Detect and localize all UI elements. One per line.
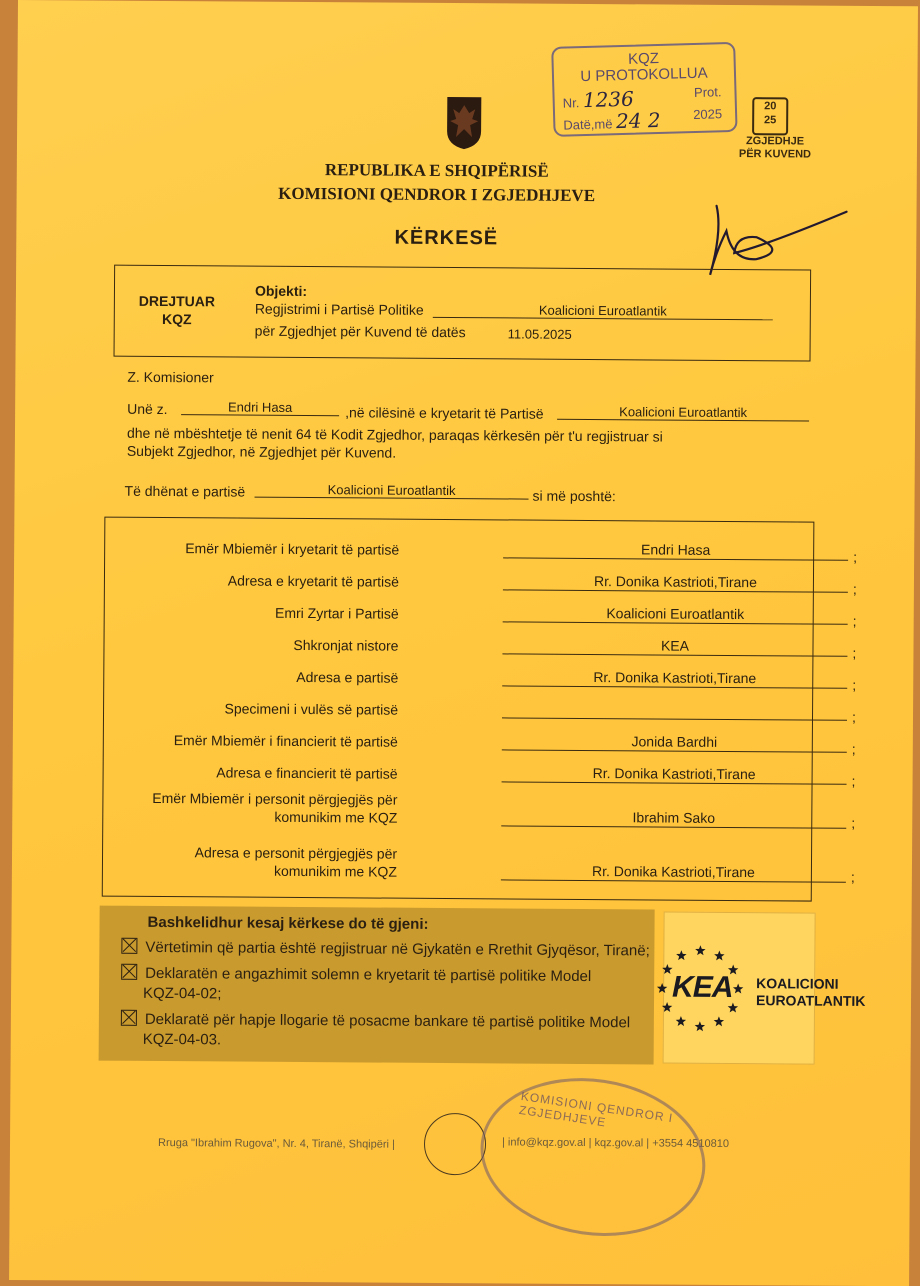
kea-name [756,975,866,1010]
party-data-suffix: si më poshtë: [532,487,616,505]
republic-heading: REPUBLIKA E SHQIPËRISË [324,160,549,181]
stamp-date-value: 24 2 [615,107,661,134]
party-details-box [102,517,858,902]
object-date-value: 11.05.2025 [507,326,572,342]
star-icon [662,964,672,974]
detail-value: Koalicioni Euroatlantik [503,604,848,624]
stamp-line-2: U PROTOKOLLUA [580,64,708,86]
kea-logo-box [663,912,866,1065]
salutation: Z. Komisioner [127,368,214,386]
detail-value: Rr. Donika Kastrioti,Tirane [503,572,848,592]
commission-heading: KOMISIONI QENDROR I ZGJEDHJEVE [278,183,596,206]
albania-emblem-icon [445,95,483,151]
stamp-date-year: 2025 [692,106,723,123]
stamp-date-row [563,106,729,135]
attachment-item-text: Vërtetimin që partia është regjistruar në Gjykatën e Rrethit Gjyqësor, Tiranë; [145,938,650,960]
checked-box-icon [121,1010,137,1026]
attachment-item-continuation: KQZ-04-03. [142,1030,222,1049]
document-page [9,0,918,1286]
elections-2025-logo-icon: 20 25 [752,97,788,135]
object-party-value: Koalicioni Euroatlantik [433,302,773,320]
detail-label: Adresa e financierit të partisë [216,764,398,782]
object-box [114,265,812,362]
detail-semicolon: ; [852,612,857,629]
protocol-stamp [551,42,737,137]
detail-value: KEA [502,636,847,656]
detail-value: Rr. Donika Kastrioti,Tirane [502,764,847,784]
footer-contact: | info@kqz.gov.al | kqz.gov.al | +3554 4510810 [501,1136,730,1150]
intro-name-value: Endri Hasa [181,399,339,416]
attachments-title: Bashkelidhur kesaj kërkese do të gjeni: [147,913,429,933]
star-icon [733,984,743,994]
intro-role-text: ,në cilësinë e kryetarit të Partisë [345,404,544,422]
detail-value [502,700,847,720]
detail-label: Adresa e personit përgjegjës për [194,844,398,862]
star-icon [676,1016,686,1026]
stamp-nr-value: 1236 [582,86,635,113]
intro-prefix: Unë z. [127,400,168,418]
object-line-2: për Zgjedhjet për Kuvend të datës [254,322,466,341]
detail-value: Jonida Bardhi [502,732,847,752]
star-icon [714,1016,724,1026]
star-icon [695,945,705,955]
star-icon [714,950,724,960]
checked-box-icon [121,964,137,980]
detail-semicolon: ; [852,644,857,661]
logo-text-line-2: PËR KUVEND [738,148,812,161]
detail-label: komunikim me KQZ [273,862,397,880]
detail-value: Endri Hasa [503,540,848,560]
detail-label: Adresa e partisë [296,668,399,686]
star-icon [676,950,686,960]
detail-semicolon: ; [852,676,857,693]
star-icon [662,1002,672,1012]
attachment-item-text: Deklaratë për hapje llogarie të posacme bankare të partisë politike Model [144,1010,631,1032]
party-data-value: Koalicioni Euroatlantik [255,482,529,500]
office-stamp-icon [470,1063,716,1250]
detail-label: Emër Mbiemër i personit përgjegjës për [152,789,398,808]
stamp-date-label: Datë,më [563,116,613,133]
stamp-nr-label: Nr. [562,95,580,111]
attachments-panel [99,906,655,1065]
attachment-item [121,938,650,962]
office-stamp-text: KOMISIONI QENDROR I ZGJEDHJEVE [518,1088,675,1130]
stamp-prot-label: Prot. [693,84,722,100]
stamp-line-1: KQZ [627,49,660,68]
addressed-to [137,292,217,329]
party-data-label: Të dhënat e partisë [124,482,246,500]
detail-semicolon: ; [851,708,856,725]
kea-name-line-2: EUROATLANTIK [755,992,866,1009]
intro-line-3: Subjekt Zgjedhor, në Zgjedhjet për Kuvend. [126,442,397,461]
page-title: KËRKESË [394,226,499,250]
kqz-seal-icon [424,1113,486,1175]
elections-logo-text [725,135,825,162]
logo-text-line-1: ZGJEDHJE [745,135,805,148]
kea-mark: KEA [672,970,733,1005]
intro-line-2: dhe në mbështetje të nenit 64 të Kodit Zgjedhor, paraqas kërkesën për t'u regjistruar si [126,424,663,445]
detail-label: Shkronjat nistore [293,636,399,654]
object-heading: Objekti: [254,282,308,300]
detail-semicolon: ; [853,548,858,565]
footer-address: Rruga "Ibrahim Rugova", Nr. 4, Tiranë, Shqipëri | [157,1137,395,1151]
detail-value: Rr. Donika Kastrioti,Tirane [501,862,846,882]
detail-value: Rr. Donika Kastrioti,Tirane [502,668,847,688]
addressed-line-2: KQZ [161,311,192,328]
detail-semicolon: ; [850,868,855,885]
object-line-1: Regjistrimi i Partisë Politike [254,300,424,318]
detail-semicolon: ; [851,740,856,757]
addressed-line-1: DREJTUAR [138,292,216,310]
attachment-item-continuation: KQZ-04-02; [143,984,222,1003]
detail-semicolon: ; [851,814,856,831]
detail-value: Ibrahim Sako [501,808,846,828]
intro-party-value: Koalicioni Euroatlantik [557,404,809,422]
kea-name-line-1: KOALICIONI [756,975,839,992]
attachment-item-text: Deklaratën e angazhimit solemn e kryetarit të partisë politike Model [145,964,592,986]
detail-label: komunikim me KQZ [274,808,398,826]
detail-label: Emri Zyrtar i Partisë [274,604,399,622]
detail-label: Specimeni i vulës së partisë [224,700,399,718]
checked-box-icon [121,938,137,954]
detail-label: Emër Mbiemër i kryetarit të partisë [185,540,400,558]
detail-label: Adresa e kryetarit të partisë [227,572,400,590]
detail-semicolon: ; [852,580,857,597]
star-icon [657,983,667,993]
star-icon [695,1021,705,1031]
detail-semicolon: ; [851,772,856,789]
detail-label: Emër Mbiemër i financierit të partisë [173,732,398,750]
